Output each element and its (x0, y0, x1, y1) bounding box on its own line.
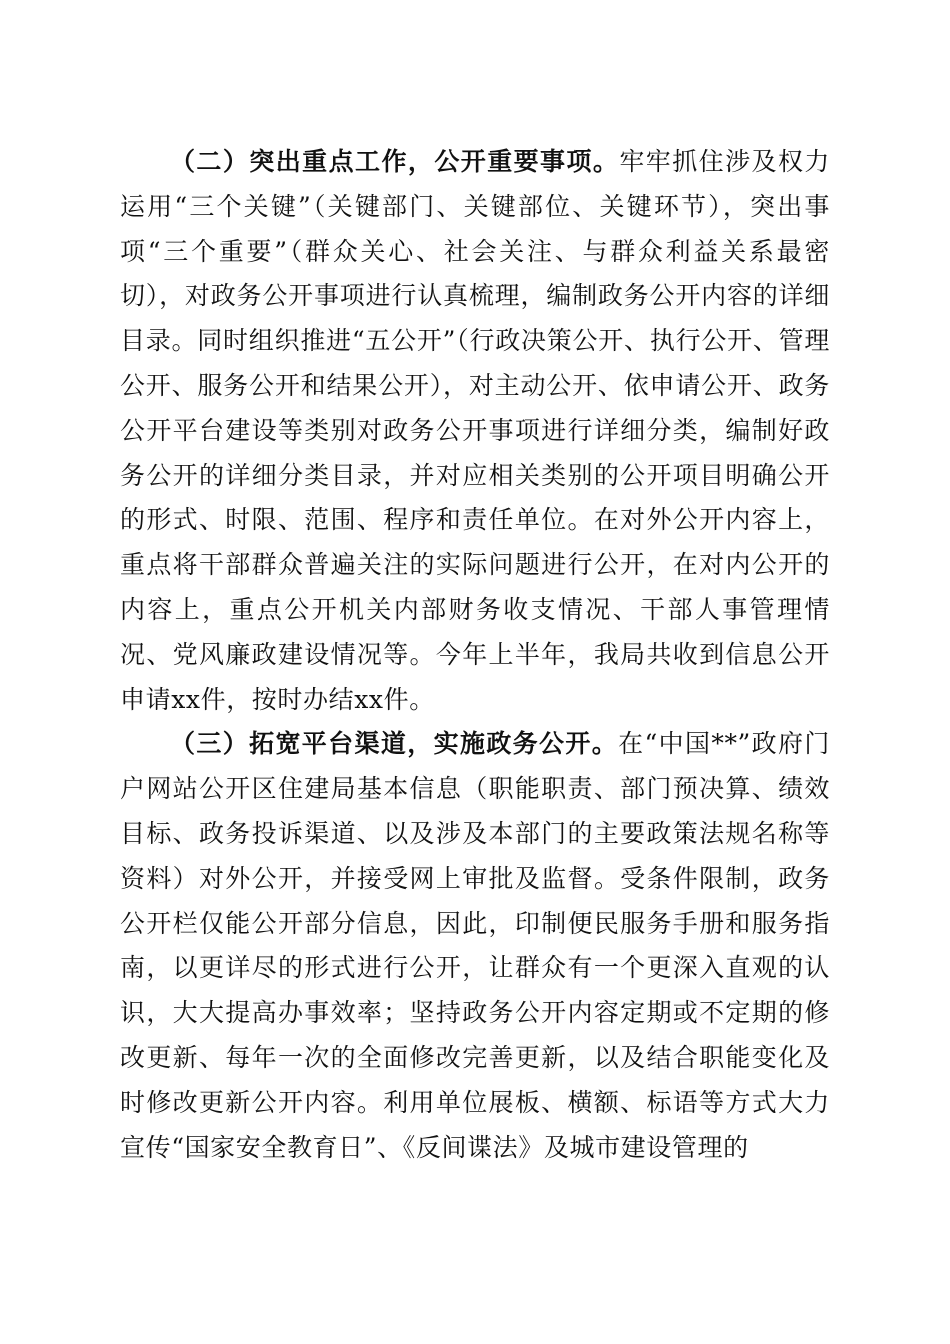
paragraph-3-text: 在“中国**”政府门户网站公开区住建局基本信息（职能职责、部门预决算、绩效目标、政务投诉渠道、以及涉及本部门的主要政策法规名称等资料）对外公开，并接受网上审批及监督。受条件限制，政务公开栏仅能公开部分信息，因此，印制便民服务手册和服务指南，以更详尽的形式进行公开，让群众有一个更深入直观的认识，大大提高办事效率；坚持政务公开内容定期或不定期的修改更新、每年一次的全面修改完善更新，以及结合职能变化及时修改更新公开内容。利用单位展板、横额、标语等方式大力宣传“国家安全教育日”、《反间谍法》及城市建设管理的 (120, 729, 831, 1162)
document-body (120, 140, 830, 1170)
paragraph-2-heading: （二）突出重点工作，公开重要事项。 (170, 147, 620, 176)
paragraph-2 (120, 140, 830, 722)
paragraph-3-heading: （三）拓宽平台渠道，实施政务公开。 (170, 729, 619, 759)
paragraph-2-text: 牢牢抓住涉及权力运用“三个关键”（关键部门、关键部位、关键环节），突出事项“三个重要”（群众关心、社会关注、与群众利益关系最密切），对政务公开事项进行认真梳理，编制政务公开内容的详细目录。同时组织推进“五公开”（行政决策公开、执行公开、管理公开、服务公开和结果公开），对主动公开、依申请公开、政务公开平台建设等类别对政务公开事项进行详细分类，编制好政务公开的详细分类目录，并对应相关类别的公开项目明确公开的形式、时限、范围、程序和责任单位。在对外公开内容上，重点将干部群众普遍关注的实际问题进行公开，在对内公开的内容上，重点公开机关内部财务收支情况、干部人事管理情况、党风廉政建设情况等。今年上半年，我局共收到信息公开申请xx件，按时办结xx件。 (120, 147, 830, 714)
paragraph-3 (120, 722, 830, 1170)
